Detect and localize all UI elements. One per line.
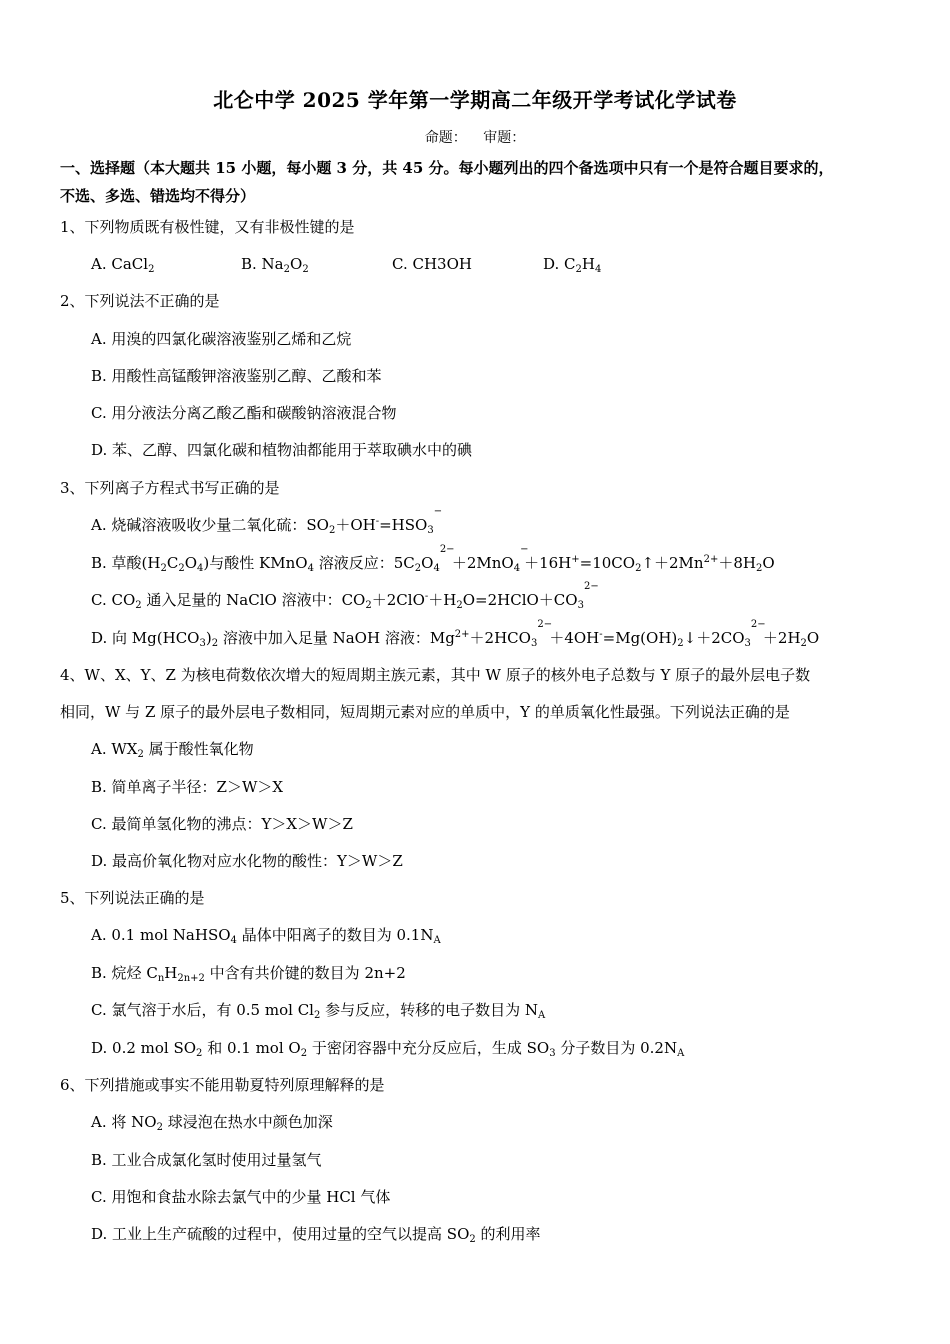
reviewer-label: 审题： — [483, 130, 526, 146]
q6-option-c: C. 用饱和食盐水除去氯气中的少量 HCl 气体 — [91, 1188, 391, 1206]
q5-option-b: B. 烷烃 $C_nH_{2n+2}$ 中含有共价键的数目为 2n+2 — [91, 964, 406, 984]
q4-stem-line2: 相同，W 与 Z 原子的最外层电子数相同，短周期元素对应的单质中，Y 的单质氧化性最强。下列说法正确的是 — [60, 703, 790, 721]
q3-option-d: D. 向 $Mg(HCO_3)_2$ 溶液中加入足量 NaOH 溶液：$Mg^{2+}+2HCO_3$ 2− $+4OH^-=Mg(OH)_2↓+2CO_3$ 2− $+2H_2O$ — [91, 619, 820, 649]
q2-stem: 2、下列说法不正确的是 — [60, 292, 220, 310]
section-heading-line1: 一、选择题（本大题共 15 小题，每小题 3 分，共 45 分。每小题列出的四个备选项中只有一个是符合题目要求的， — [60, 159, 834, 177]
q4-option-c: C. 最简单氢化物的沸点：Y＞X＞W＞Z — [91, 815, 353, 833]
q5-stem: 5、下列说法正确的是 — [60, 889, 205, 907]
q4-option-a: A. $WX_2$ 属于酸性氧化物 — [91, 740, 254, 760]
proposer-label: 命题： — [424, 130, 467, 146]
q3-option-a: A. 烧碱溶液吸收少量二氧化硫：$SO_2+OH^-=HSO_3$ − — [91, 506, 443, 536]
q1-option-c: C. CH3OH — [392, 255, 472, 273]
q6-option-a: A. 将 $NO_2$ 球浸泡在热水中颜色加深 — [91, 1113, 333, 1133]
section-heading — [60, 154, 910, 210]
exam-title: 北仑中学 2025 学年第一学期高二年级开学考试化学试卷 — [213, 88, 737, 112]
q2-option-a: A. 用溴的四氯化碳溶液鉴别乙烯和乙烷 — [91, 330, 352, 348]
q3-option-b: B. 草酸$(H_2C_2O_4)$与酸性 KMnO$_4$ 溶液反应：$5C_2O_4$ 2− ＋2MnO$_4$ − $+16H^+=10CO_2↑+2Mn^{2+}+8H_2O$ — [91, 544, 775, 574]
q4-option-b: B. 简单离子半径：Z＞W＞X — [91, 778, 284, 796]
q2-option-b: B. 用酸性高锰酸钾溶液鉴别乙醇、乙酸和苯 — [91, 367, 382, 385]
q6-option-b: B. 工业合成氯化氢时使用过量氢气 — [91, 1151, 322, 1169]
q2-option-c: C. 用分液法分离乙酸乙酯和碳酸钠溶液混合物 — [91, 404, 397, 422]
q2-option-d: D. 苯、乙醇、四氯化碳和植物油都能用于萃取碘水中的碘 — [91, 441, 473, 459]
q4-option-d: D. 最高价氧化物对应水化物的酸性：Y＞W＞Z — [91, 852, 403, 870]
q6-option-d: D. 工业上生产硫酸的过程中，使用过量的空气以提高 $SO_2$ 的利用率 — [91, 1225, 541, 1245]
q5-option-d: D. 0.2 mol $SO_2$ 和 0.1 mol $O_2$ 于密闭容器中充分反应后，生成 $SO_3$ 分子数目为 $0.2N_A$ — [91, 1039, 685, 1059]
q1-stem: 1、下列物质既有极性键，又有非极性键的是 — [60, 218, 355, 236]
q5-option-c: C. 氯气溶于水后，有 0.5 mol $Cl_2$ 参与反应，转移的电子数目为 $N_A$ — [91, 1001, 546, 1021]
q5-option-a: A. 0.1 mol NaHSO$_4$ 晶体中阳离子的数目为 $0.1N_A$ — [91, 926, 441, 946]
q1-option-a: A. CaCl$_2$ — [91, 255, 155, 275]
q4-stem-line1: 4、W、X、Y、Z 为核电荷数依次增大的短周期主族元素，其中 W 原子的核外电子总数与 Y 原子的最外层电子数 — [60, 666, 811, 684]
q3-stem: 3、下列离子方程式书写正确的是 — [60, 479, 280, 497]
q1-option-d: D. $C_2H_4$ — [543, 255, 602, 275]
q1-option-b: B. $Na_2O_2$ — [241, 255, 309, 275]
q3-option-c: C. $CO_2$ 通入足量的 NaClO 溶液中：$CO_2+2ClO^-+H_2O=2HClO+CO_3$ 2− — [91, 581, 599, 611]
section-heading-line2: 不选、多选、错选均不得分） — [60, 187, 256, 205]
q6-stem: 6、下列措施或事实不能用勒夏特列原理解释的是 — [60, 1076, 385, 1094]
exam-subtitle — [0, 127, 950, 147]
